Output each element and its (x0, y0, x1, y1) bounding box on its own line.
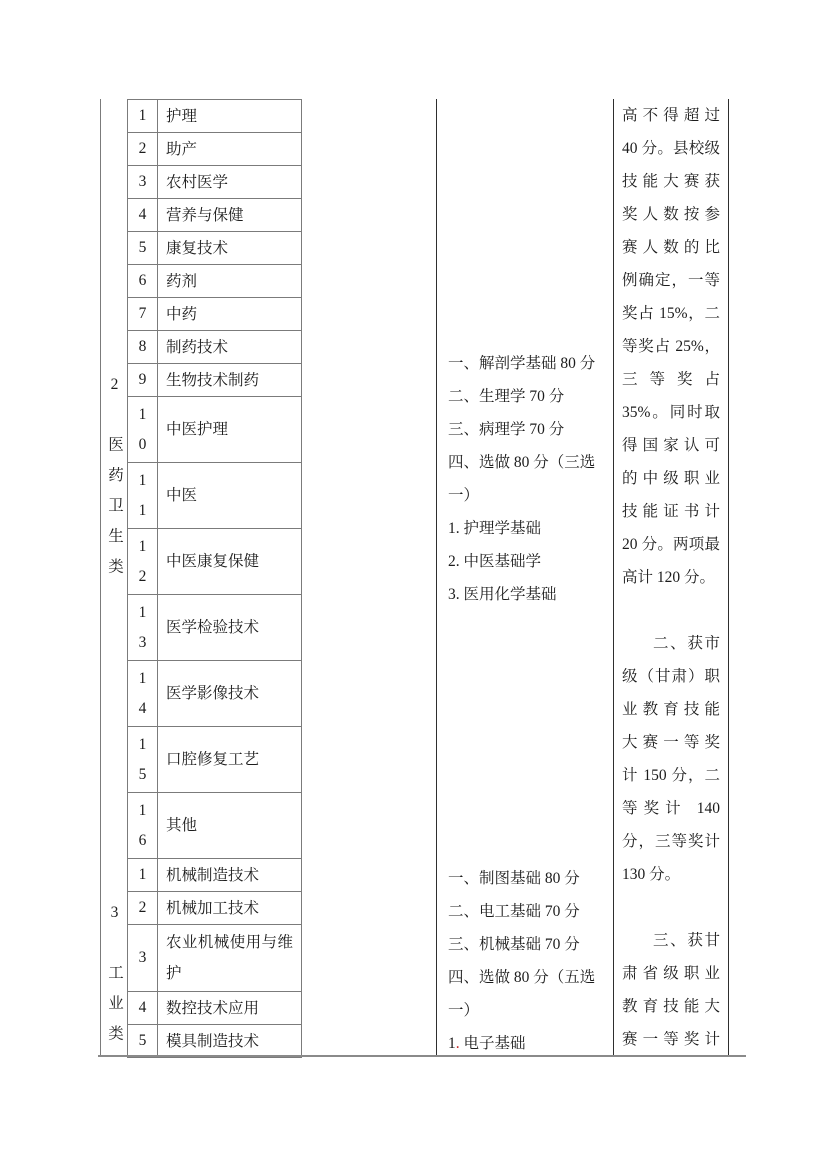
row-number: 5 (138, 239, 147, 256)
specialty-name-cell (158, 463, 301, 528)
specialty-name: 机械加工技术 (166, 899, 260, 917)
row-number-cell (128, 331, 158, 363)
row-number: 2 (138, 140, 147, 157)
notes-line: 的中级职业 (622, 470, 720, 487)
exam-line: 2. 中医基础学 (448, 552, 542, 570)
admission-table (100, 99, 734, 1056)
exam-line: 三、病理学 70 分 (448, 420, 565, 438)
table-row (128, 529, 301, 595)
notes-line: 得国家认可 (622, 437, 720, 454)
row-number: 3 (138, 173, 147, 190)
specialty-name-cell (158, 232, 301, 264)
table-row (128, 793, 301, 859)
notes-line: 技能大赛获 (622, 173, 720, 190)
row-number-cell (128, 595, 158, 660)
notes-line: 分，三等奖计 (622, 833, 720, 850)
row-number-cell (128, 133, 158, 165)
specialty-name: 药剂 (166, 272, 198, 290)
notes-line (622, 594, 720, 627)
specialty-name-cell (158, 992, 301, 1024)
row-number: 14 (138, 669, 147, 717)
notes-line: 等奖计 140 (622, 800, 720, 817)
category-cell (101, 858, 128, 1056)
specialty-name: 制药技术 (166, 338, 229, 356)
category-column (100, 99, 128, 1056)
notes-line: 高不得超过 (622, 107, 720, 124)
specialty-name-cell (158, 298, 301, 330)
specialty-name-cell (158, 793, 301, 858)
exam-line: 1. 护理学基础 (448, 519, 542, 537)
exam-line: 二、生理学 70 分 (448, 387, 565, 405)
specialty-name: 护理 (166, 107, 198, 125)
row-number: 11 (138, 471, 147, 519)
notes-line: 40 分。县校级 (622, 140, 720, 157)
table-row (128, 133, 301, 166)
specialty-name: 中医护理 (166, 421, 229, 438)
exam-line: 一） (448, 486, 480, 504)
specialty-name: 医学检验技术 (166, 619, 260, 636)
row-number: 7 (138, 305, 147, 322)
notes-line: 20 分。两项最 (622, 536, 720, 553)
row-number-cell (128, 463, 158, 528)
table-row (128, 298, 301, 331)
specialty-name-cell (158, 331, 301, 363)
exam-line: 一、解剖学基础 80 分 (448, 354, 596, 372)
notes-line: 级（甘肃）职 (622, 668, 720, 685)
table-row (128, 397, 301, 463)
row-number-cell (128, 793, 158, 858)
exam-line: 三、机械基础 70 分 (448, 936, 580, 953)
specialty-name-cell (158, 364, 301, 396)
row-number: 3 (138, 949, 147, 966)
notes-line: 三等奖占 (622, 371, 720, 388)
specialty-name: 农村医学 (166, 173, 229, 191)
row-number: 9 (138, 371, 147, 388)
table-row (128, 1025, 301, 1058)
row-number: 4 (138, 206, 147, 223)
row-number-cell (128, 859, 158, 891)
notes-line: 业教育技能 (622, 701, 720, 718)
table-row (128, 925, 301, 992)
exam-subjects-block (437, 858, 613, 1056)
exam-subjects-block (437, 99, 613, 858)
row-number-cell (128, 364, 158, 396)
notes-line: 大赛一等奖 (622, 734, 720, 751)
table-row (128, 199, 301, 232)
row-number: 10 (138, 405, 147, 453)
specialty-name: 营养与保健 (166, 206, 244, 224)
table-row (128, 331, 301, 364)
notes-line: 奖人数按参 (622, 206, 720, 223)
row-number: 1 (138, 107, 147, 124)
specialty-name: 生物技术制药 (166, 371, 260, 389)
specialty-name: 农业机械使用与维护 (166, 934, 293, 982)
notes-line: 赛一等奖计 (622, 1031, 720, 1048)
notes-line: 例确定，一等 (622, 272, 720, 289)
specialty-name-cell (158, 397, 301, 462)
row-number: 8 (138, 338, 147, 355)
category-name: 医药卫生类 (106, 436, 123, 589)
exam-line: 一） (448, 1002, 480, 1019)
table-row (128, 595, 301, 661)
specialty-name: 数控技术应用 (166, 999, 260, 1017)
row-number-cell (128, 529, 158, 594)
row-number: 1 (138, 866, 147, 883)
specialty-grid (127, 99, 302, 1058)
row-number-cell (128, 1025, 158, 1057)
exam-line: 四、选做 80 分（五选 (448, 969, 596, 986)
table-row (128, 727, 301, 793)
specialty-name-cell (158, 892, 301, 924)
specialty-name-cell (158, 265, 301, 297)
specialty-name-cell (158, 133, 301, 165)
notes-line: 高计 120 分。 (622, 569, 716, 586)
table-row (128, 661, 301, 727)
notes-line: 奖占 15%，二 (622, 305, 720, 322)
specialty-name: 中药 (166, 305, 198, 323)
row-number-cell (128, 397, 158, 462)
table-row (128, 992, 301, 1025)
page-cut-divider (98, 1055, 746, 1057)
table-row (128, 100, 301, 133)
row-number: 6 (138, 272, 147, 289)
specialty-name: 其他 (166, 817, 198, 834)
notes-line: 130 分。 (622, 866, 681, 883)
specialty-name-cell (158, 1025, 301, 1057)
row-number: 16 (138, 801, 147, 849)
specialty-name-cell (158, 529, 301, 594)
category-number: 2 (110, 376, 119, 394)
category-cell (101, 99, 128, 858)
exam-line: 二、电工基础 70 分 (448, 903, 580, 920)
specialty-name-cell (158, 166, 301, 198)
specialty-name-cell (158, 100, 301, 132)
specialty-name-cell (158, 925, 301, 991)
row-number-cell (128, 298, 158, 330)
specialty-name: 助产 (166, 140, 198, 158)
row-number-cell (128, 100, 158, 132)
notes-line: 35%。同时取 (622, 404, 720, 421)
specialty-name-cell (158, 859, 301, 891)
specialty-name: 医学影像技术 (166, 685, 260, 702)
table-row (128, 232, 301, 265)
exam-line: 3. 医用化学基础 (448, 585, 557, 603)
table-row (128, 859, 301, 892)
notes-line: 肃省级职业 (622, 965, 720, 982)
exam-line: 四、选做 80 分（三选 (448, 453, 596, 471)
row-number: 13 (138, 603, 147, 651)
specialty-name: 机械制造技术 (166, 866, 260, 884)
notes-line: 教育技能大 (622, 998, 720, 1015)
specialty-name: 康复技术 (166, 239, 229, 257)
row-number-cell (128, 892, 158, 924)
notes-line (622, 891, 720, 924)
table-row (128, 265, 301, 298)
specialty-name-cell (158, 727, 301, 792)
specialty-name: 口腔修复工艺 (166, 751, 260, 768)
row-number: 12 (138, 537, 147, 585)
notes-line: 等奖占 25%， (622, 338, 720, 355)
specialty-name: 中医康复保健 (166, 553, 260, 570)
row-number-cell (128, 199, 158, 231)
table-row (128, 892, 301, 925)
row-number: 15 (138, 735, 147, 783)
table-row (128, 166, 301, 199)
row-number-cell (128, 727, 158, 792)
row-number: 4 (138, 999, 147, 1016)
row-number-cell (128, 925, 158, 991)
exam-line: 1. 电子基础 (448, 1035, 526, 1052)
exam-subjects-column (436, 99, 614, 1056)
notes-column (614, 99, 729, 1056)
row-number: 5 (138, 1032, 147, 1049)
row-number-cell (128, 661, 158, 726)
notes-line: 技能证书计 (622, 503, 720, 520)
row-number-cell (128, 265, 158, 297)
exam-line: 一、制图基础 80 分 (448, 870, 580, 887)
row-number-cell (128, 992, 158, 1024)
row-number-cell (128, 232, 158, 264)
notes-line: 三、获甘 (653, 932, 720, 949)
specialty-name-cell (158, 595, 301, 660)
notes-line: 二、获市 (653, 635, 720, 652)
table-row (128, 463, 301, 529)
specialty-name-cell (158, 199, 301, 231)
notes-line: 计 150 分，二 (622, 767, 720, 784)
specialty-name: 模具制造技术 (166, 1032, 260, 1050)
specialty-name: 中医 (166, 487, 198, 504)
row-number: 2 (138, 899, 147, 916)
notes-line: 赛人数的比 (622, 239, 720, 256)
specialty-name-cell (158, 661, 301, 726)
category-number: 3 (110, 904, 119, 921)
table-row (128, 364, 301, 397)
red-period-mark: . (455, 1035, 460, 1052)
row-number-cell (128, 166, 158, 198)
category-name: 工业类 (106, 964, 123, 1056)
